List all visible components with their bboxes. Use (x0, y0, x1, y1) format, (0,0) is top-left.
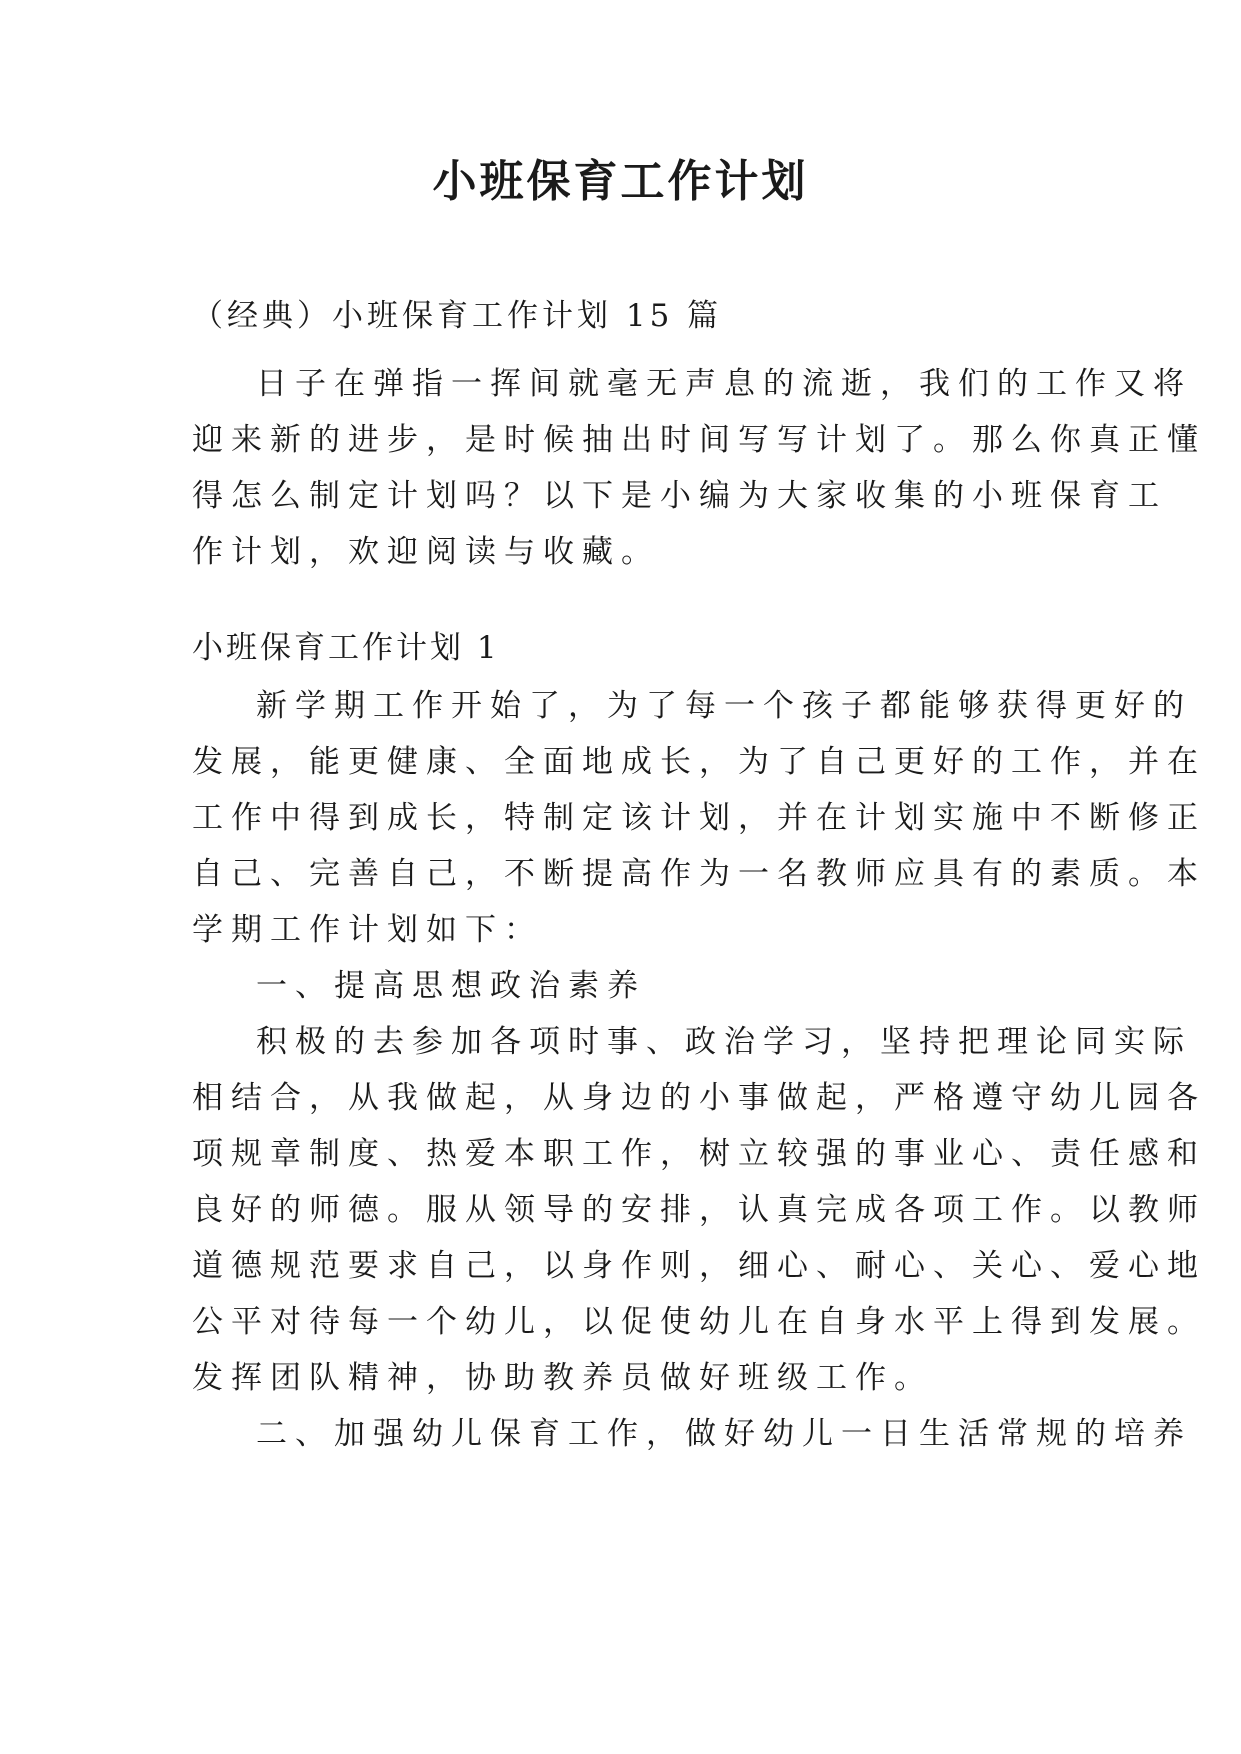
body-line: 发展，能更健康、全面地成长，为了自己更好的工作，并在 (192, 744, 1206, 780)
section-heading: 小班保育工作计划 1 (192, 630, 500, 666)
document-subtitle: （经典）小班保育工作计划 15 篇 (192, 298, 723, 334)
intro-line: 迎来新的进步，是时候抽出时间写写计划了。那么你真正懂 (192, 422, 1206, 458)
body-line: 良好的师德。服从领导的安排，认真完成各项工作。以教师 (192, 1192, 1206, 1228)
body-line: 学期工作计划如下： (192, 912, 543, 948)
body-line: 项规章制度、热爱本职工作，树立较强的事业心、责任感和 (192, 1136, 1206, 1172)
body-line: 公平对待每一个幼儿，以促使幼儿在自身水平上得到发展。 (192, 1304, 1206, 1340)
intro-line: 日子在弹指一挥间就毫无声息的流逝，我们的工作又将 (256, 366, 1192, 402)
body-line: 发挥团队精神，协助教养员做好班级工作。 (192, 1360, 933, 1396)
body-line: 道德规范要求自己，以身作则，细心、耐心、关心、爱心地 (192, 1248, 1206, 1284)
body-line: 工作中得到成长，特制定该计划，并在计划实施中不断修正 (192, 800, 1206, 836)
body-line: 积极的去参加各项时事、政治学习，坚持把理论同实际 (256, 1024, 1192, 1060)
body-line: 相结合，从我做起，从身边的小事做起，严格遵守幼儿园各 (192, 1080, 1206, 1116)
document-title: 小班保育工作计划 (432, 156, 809, 207)
intro-line: 作计划，欢迎阅读与收藏。 (192, 534, 660, 570)
subheading-line: 二、加强幼儿保育工作，做好幼儿一日生活常规的培养 (256, 1416, 1192, 1452)
body-line: 自己、完善自己，不断提高作为一名教师应具有的素质。本 (192, 856, 1206, 892)
intro-line: 得怎么制定计划吗？以下是小编为大家收集的小班保育工 (192, 478, 1167, 514)
subheading-line: 一、提高思想政治素养 (256, 968, 646, 1004)
body-line: 新学期工作开始了，为了每一个孩子都能够获得更好的 (256, 688, 1192, 724)
